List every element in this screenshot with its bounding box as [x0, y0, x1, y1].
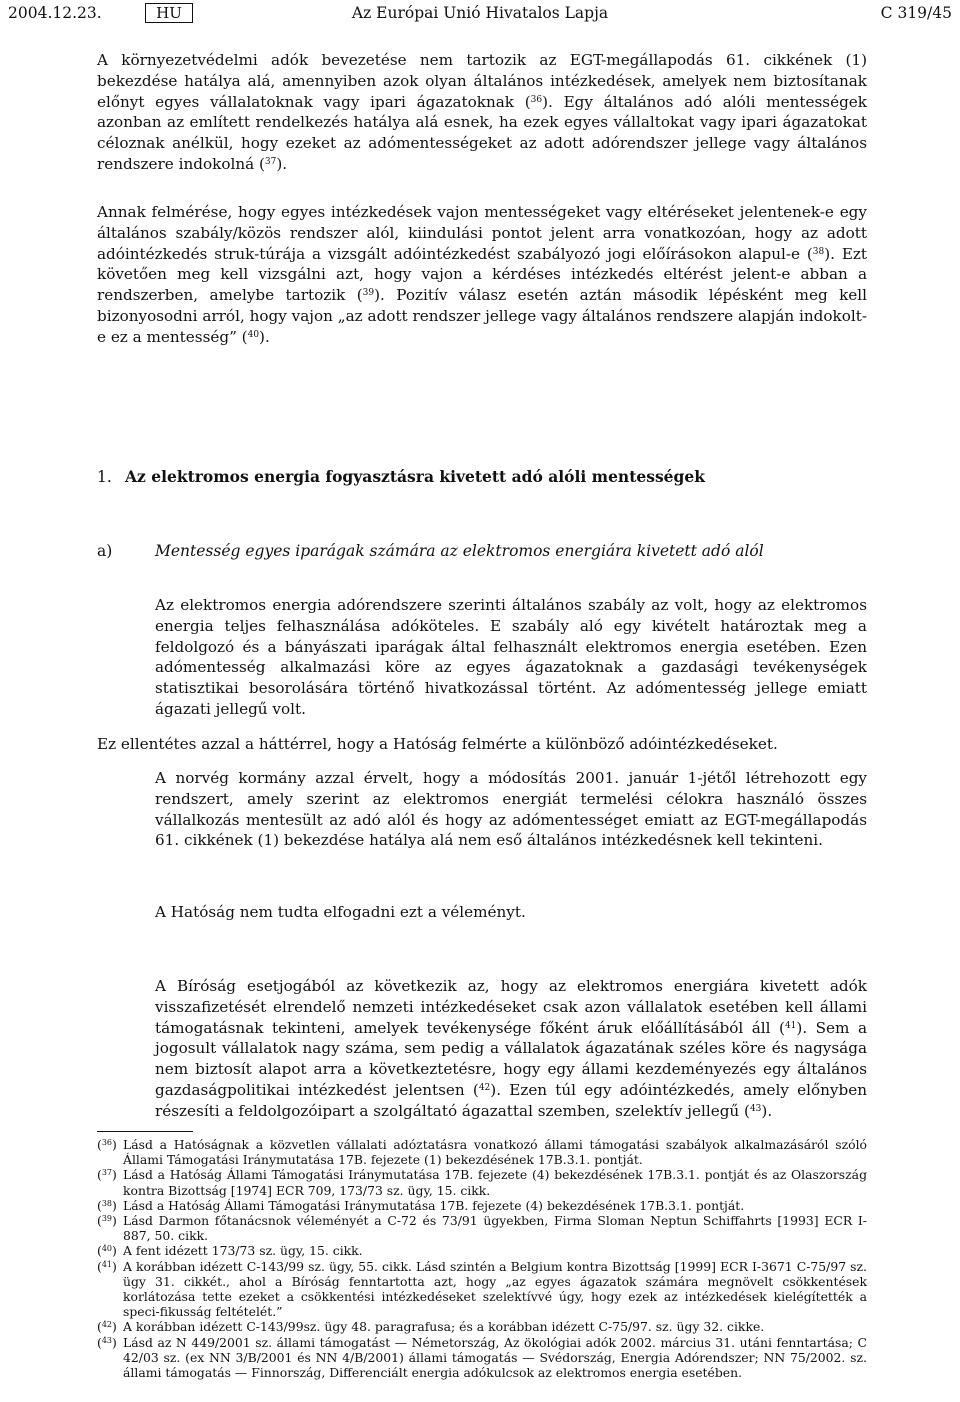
text-run: ). Ezt követően meg kell vizsgálni azt, hogy vajon a kérdéses intézkedés eltérést jelent-e abban a rendszerben, amelybe tartozik (	[97, 244, 868, 305]
footnote-mark: ($^{42}$)	[97, 1319, 117, 1335]
footnote-mark: ($^{37}$)	[97, 1167, 117, 1183]
text-run: A környezetvédelmi adók bevezetése nem tartozik az EGT-megállapodás 61. cikkének (1) bekezdése hatálya alá, amennyiben azok olyan általános intézkedések, amelyek nem biztosítanak előnyt egyes vállalatoknak vagy ipari ágazatoknak (	[97, 51, 867, 111]
footnote-mark: ($^{41}$)	[97, 1258, 117, 1274]
footnote-ref[interactable]: 40	[247, 329, 260, 340]
footnote-mark: ($^{43}$)	[97, 1334, 117, 1350]
footnote	[97, 1198, 867, 1213]
footnote-text: Lásd Darmon főtanácsnok véleményét a C-72 és 73/91 ügyekben, Firma Sloman Neptun Schiffahrts [1993] ECR I-887, 50. cikk.	[123, 1213, 867, 1244]
subsection-title: Mentesség egyes iparágak számára az elektromos energiára kivetett adó alól	[155, 542, 764, 560]
footnote-ref[interactable]: 41	[784, 1020, 797, 1031]
footnote-ref[interactable]: 37	[264, 156, 277, 167]
footnote-ref[interactable]: 39	[362, 288, 375, 299]
language-badge: HU	[145, 3, 193, 23]
footnote	[97, 1259, 867, 1320]
paragraph-environmental-taxes	[97, 50, 867, 175]
text-run: ).	[276, 154, 288, 173]
section-title: Az elektromos energia fogyasztásra kivetett adó alóli mentességek	[125, 467, 705, 486]
paragraph-general-rule: Az elektromos energia adórendszere szerinti általános szabály az volt, hogy az elektromos energia teljes felhasználása adóköteles. E szabály aló egy kivételt határoztak meg a feldolgozó és a bányászati iparágak által felhasznált elektromos energia esetében. Ezen adómentesség alkalmazási köre az egyes ágazatoknak a gazdasági tevékenységek statisztikai besorolására történő hivatkozással történt. Az adómentesség jellege emiatt ágazati jellegű volt.	[155, 596, 867, 718]
footnote-text: A korábban idézett C-143/99sz. ügy 48. paragrafusa; és a korábban idézett C-75/97. sz. ügy 32. cikke.	[123, 1319, 765, 1335]
subsection-heading	[97, 542, 764, 560]
footnote-mark: ($^{39}$)	[97, 1213, 117, 1229]
section-heading	[97, 467, 705, 486]
text-run: ).	[761, 1101, 773, 1120]
footnote	[97, 1213, 867, 1243]
page-number: C 319/45	[880, 4, 952, 22]
footnote-text: Lásd a Hatóság Állami Támogatási Iránymutatása 17B. fejezete (4) bekezdésének 17B.3.1. pontját.	[123, 1197, 745, 1213]
text-run: ). Pozitív válasz esetén aztán második lépésként meg kell bizonyosodni arról, hogy vajon „az adott rendszer jellege vagy általános rendszere alapján indokolt-e ez a mentesség” (	[97, 286, 867, 346]
footnote-mark: ($^{40}$)	[97, 1243, 117, 1259]
footnote-text: Lásd a Hatóság Állami Támogatási Iránymutatása 17B. fejezete (4) bekezdésének 17B.3.1. pontját és az Olaszország kontra Bizottság [1974] ECR 709, 173/73 sz. ügy, 15. cikk.	[123, 1167, 867, 1198]
footnote-text: Lásd a Hatóságnak a közvetlen vállalati adóztatásra vonatkozó állami támogatási szabályok alkalmazásáról szóló Állami Támogatási Iránymutatása 17B. fejezete (1) bekezdésének 17B.3.1. pontját.	[123, 1137, 867, 1168]
section-number: 1.	[97, 468, 112, 486]
footnote-mark: ($^{36}$)	[97, 1137, 117, 1152]
footnote	[97, 1167, 867, 1197]
footnote-mark: ($^{38}$)	[97, 1197, 117, 1213]
text-run: ).	[259, 327, 270, 346]
publication-date: 2004.12.23.	[8, 4, 102, 22]
paragraph-assessment	[97, 202, 867, 348]
footnote	[97, 1137, 867, 1167]
footnote	[97, 1335, 867, 1381]
text-run: ). Ezen túl egy adóintézkedés, amely előnyben részesíti a feldolgozóipart a szolgáltató ágazattal szemben, szelektív jellegű (	[155, 1080, 867, 1120]
footnote-ref[interactable]: 36	[530, 94, 543, 105]
footnote-ref[interactable]: 38	[812, 246, 825, 257]
footnote-text: Lásd az N 449/2001 sz. állami támogatást — Németország, Az ökológiai adók 2002. március 31. utáni fenntartása; C 42/03 sz. (ex NN 3/B/2001 és NN 4/B/2001) állami támogatás — Svédország, Energia Adórendszer; NN 75/2002. sz. állami támogatás — Finnország, Differenciált energia adókulcsok az elektromos energia esetében.	[123, 1334, 867, 1381]
footnote	[97, 1319, 867, 1334]
footnote-ref[interactable]: 42	[478, 1082, 491, 1093]
page-header	[8, 4, 952, 26]
footnote	[97, 1243, 867, 1258]
footnotes	[97, 1137, 867, 1380]
paragraph-case-law	[155, 976, 867, 1122]
footnote-text: A fent idézett 173/73 sz. ügy, 15. cikk.	[123, 1243, 363, 1259]
text-run: Annak felmérése, hogy egyes intézkedések vajon mentességeket vagy eltéréseket jelentenek-e egy általános szabály/közös rendszer alól, kiindulási pontot jelent arra vonatkozóan, hogy az adott adóintézkedés struk-túrája a vizsgált adóintézkedést szabályozó jogi előírásokon alapul-e (	[97, 203, 867, 263]
paragraph-authority-view: A Hatóság nem tudta elfogadni ezt a véleményt.	[155, 903, 526, 921]
text-run: A Bíróság esetjogából az következik az, hogy az elektromos energiára kivetett adók visszafizetését elrendelő nemzeti intézkedéseket csak azon vállalatok esetében kell állami támogatásnak tekinteni, amelyek tevékenysége főként áruk előállításából áll (	[155, 977, 867, 1037]
text-run: ). Sem a jogosult vállalatok nagy száma, sem pedig a vállalatok ágazatának széles köre és nagysága nem biztosít alapot arra a következtetésre, hogy egy állami kezdeményezés egy általános gazdaságpolitikai intézkedést jelentsen (	[155, 1018, 867, 1099]
footnote-ref[interactable]: 43	[749, 1103, 762, 1114]
footnote-divider	[97, 1131, 193, 1132]
text-run: ). Egy általános adó alóli mentességek azonban az említett rendelkezés hatálya alá esnek, ha ezek egyes vállaltokat vagy ipari ágazatokat céloznak anélkül, hogy ezeket az adómentességeket az adott adórendszer jellege vagy általános rendszere indokolná (	[97, 92, 867, 173]
paragraph-government-argument: A norvég kormány azzal érvelt, hogy a módosítás 2001. január 1-jétől létrehozott egy rendszert, amely szerint az elektromos energiát termelési célokra használó összes vállalkozás mentesült az adó alól és hogy az adómentességet emiatt az EGT-megállapodás 61. cikkének (1) bekezdése hatálya alá nem eső általános intézkedésnek kell tekinteni.	[155, 769, 867, 850]
paragraph-background: Ez ellentétes azzal a háttérrel, hogy a Hatóság felmérte a különböző adóintézkedéseket.	[97, 735, 778, 753]
journal-title: Az Európai Unió Hivatalos Lapja	[351, 4, 609, 22]
footnote-text: A korábban idézett C-143/99 sz. ügy, 55. cikk. Lásd szintén a Belgium kontra Bizottság [1999] ECR I-3671 C-75/97 sz. ügy 31. cikkét., ahol a Bíróság fenntartotta azt, hogy „az egyes ágazatok számára megnövelt csökkentések korlátozása tette ezeket a csökkentési intézkedéseket szelektívvé úgy, hogy ezek az intézkedések kielégítették a speci-fikusság feltételét.”	[123, 1258, 867, 1320]
subsection-number: a)	[97, 542, 113, 560]
